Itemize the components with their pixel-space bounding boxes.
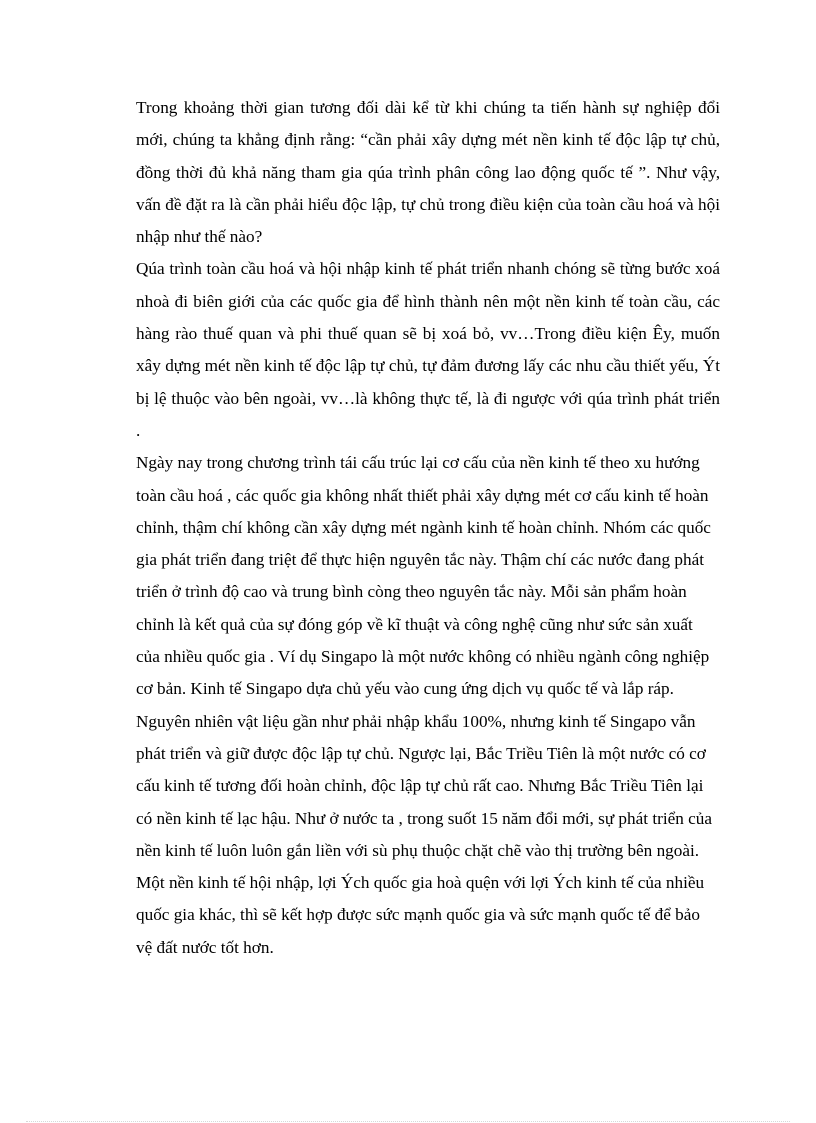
document-body [136, 92, 720, 964]
paragraph-3: Ngày nay trong chương trình tái cấu trúc lại cơ cấu của nền kinh tế theo xu hướng toàn cầu hoá , các quốc gia không nhất thiết phải xây dựng mét cơ cấu kinh tế hoàn chỉnh, thậm chí không cần xây dựng mét ngành kinh tế hoàn chỉnh. Nhóm các quốc gia phát triển đang triệt để thực hiện nguyên tắc này. Thậm chí các nước đang phát triển ở trình độ cao và trung bình còng theo nguyên tắc này. Mỗi sản phẩm hoàn chỉnh là kết quả của sự đóng góp về kĩ thuật và công nghệ cũng như sức sản xuất của nhiều quốc gia . Ví dụ Singapo là một nước không có nhiều ngành công nghiệp cơ bản. Kinh tế Singapo dựa chủ yếu vào cung ứng dịch vụ quốc tế và lắp ráp. Nguyên nhiên vật liệu gần như phải nhập khẩu 100%, nhưng kinh tế Singapo vẫn phát triển và giữ được độc lập tự chủ. Ngược lại, Bắc Triều Tiên là một nước có cơ cấu kinh tế tương đối hoàn chỉnh, độc lập tự chủ rất cao. Nhưng Bắc Triều Tiên lại có nền kinh tế lạc hậu. Như ở nước ta , trong suốt 15 năm đổi mới, sự phát triển của nền kinh tế luôn luôn gắn liền với sù phụ thuộc chặt chẽ vào thị trường bên ngoài. Một nền kinh tế hội nhập, lợi Ých quốc gia hoà quện với lợi Ých kinh tế của nhiều quốc gia khác, thì sẽ kết hợp được sức mạnh quốc gia và sức mạnh quốc tế để bảo vệ đất nước tốt hơn. [136, 453, 712, 957]
paragraph-1: Trong khoảng thời gian tương đối dài kể từ khi chúng ta tiến hành sự nghiệp đổi mới, chúng ta khẳng định rằng: “cần phải xây dựng mét nền kinh tế độc lập tự chủ, đồng thời đủ khả năng tham gia qúa trình phân công lao động quốc tế ”. Như vậy, vấn đề đặt ra là cần phải hiểu độc lập, tự chủ trong điều kiện của toàn cầu hoá và hội nhập như thế nào? [136, 98, 720, 247]
paragraph-2: Qúa trình toàn cầu hoá và hội nhập kinh tế phát triển nhanh chóng sẽ từng bước xoá nhoà đi biên giới của các quốc gia để hình thành nên một nền kinh tế toàn cầu, các hàng rào thuế quan và phi thuế quan sẽ bị xoá bỏ, vv…Trong điều kiện Êy, muốn xây dựng mét nền kinh tế độc lập tự chủ, tự đảm đương lấy các nhu cầu thiết yếu, Ýt bị lệ thuộc vào bên ngoài, vv…là không thực tế, là đi ngược với qúa trình phát triển . [136, 259, 720, 440]
page-bottom-edge [26, 1121, 790, 1122]
